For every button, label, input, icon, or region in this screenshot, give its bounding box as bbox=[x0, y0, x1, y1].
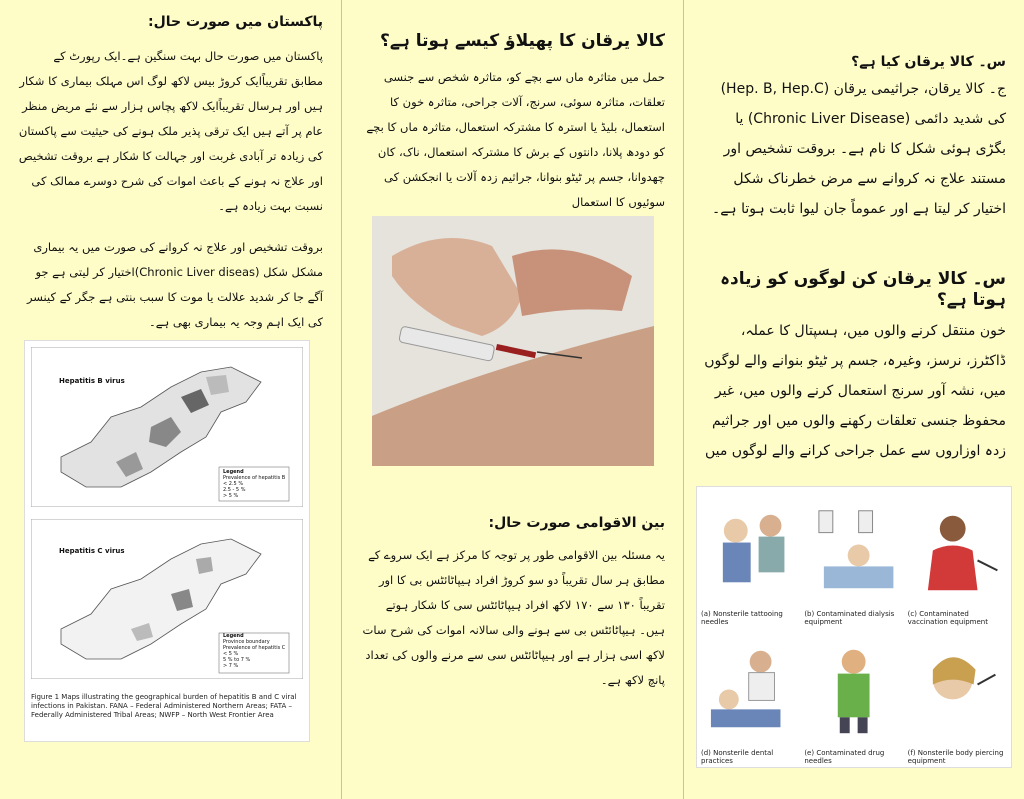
dialysis-icon bbox=[804, 491, 903, 610]
illus-caption: (a) Nonsterile tattooing needles bbox=[701, 610, 783, 626]
piercing-icon bbox=[908, 630, 1007, 749]
hepatitis-maps-figure bbox=[24, 340, 310, 742]
illus-dialysis bbox=[804, 491, 903, 626]
map-b-legend-title: Legend bbox=[223, 469, 244, 475]
map-c-legend-item: < 5 % bbox=[223, 651, 239, 657]
map-b-legend-item: 2.5 - 5 % bbox=[223, 487, 246, 493]
international-text: یہ مسئلہ بین الاقوامی طور پر توجہ کا مرکز ہے ایک سروے کے مطابق ہر سال تقریباً دو سو کروڑ افراد ہیپاٹائٹس بی کا اور تقریباً ۱۳۰ سے ۱۷۰ لاکھ افراد ہیپاٹائٹس سی کا شکار ہوتے ہیں۔ ہیپاٹائٹس بی سے ہونے والی سالانہ اموات کی شرح سات لاکھ اسی ہزار ہے اور ہیپاٹائٹس سی سے مرنے والوں کی تعداد پانچ لاکھ ہے۔ bbox=[362, 548, 665, 687]
map-b-legend-item: > 5 % bbox=[223, 493, 239, 499]
illus-drug-needles bbox=[804, 630, 903, 765]
map-b-legend bbox=[223, 469, 285, 499]
transmission-illustrations bbox=[696, 486, 1012, 768]
a1-text: ج۔ کالا یرقان، جراثیمی یرقان (Hep. B, Hep.C) کی شدید دائمی (Chronic Liver Disease) یا بگڑی ہوئی شکل کا نام ہے۔ بروقت تشخیص اور مستند علاج نہ کروانے سے مرض خطرناک شکل اختیار کر لیتا ہے اور عموماً جان لیوا ثابت ہوتا ہے۔ bbox=[712, 81, 1006, 217]
illus-tattooing bbox=[701, 491, 800, 626]
dental-icon bbox=[701, 630, 800, 749]
tattoo-icon bbox=[701, 491, 800, 610]
illus-piercing bbox=[908, 630, 1007, 765]
pakistan-situation-heading: پاکستان میں صورت حال: bbox=[148, 14, 323, 30]
map-b-title: Hepatitis B virus bbox=[59, 377, 125, 385]
chronic-disease-text: بروقت تشخیص اور علاج نہ کروانے کی صورت میں یہ بیماری مشکل شکل (Chronic Liver diseas)اختیار کر لیتی ہے جو آگے جا کر شدید علالت یا موت کا سبب بنتی ہے جگر کے کینسر کی ایک اہم وجہ یہ بیماری بھی ہے۔ bbox=[26, 240, 323, 329]
international-heading: بین الاقوامی صورت حال: bbox=[488, 515, 665, 531]
map-b-legend-item: Prevalence of hepatitis B bbox=[223, 475, 286, 481]
q2-heading: س۔ کالا یرقان کن لوگوں کو زیادہ ہوتا ہے؟ bbox=[720, 269, 1006, 310]
illus-dental bbox=[701, 630, 800, 765]
map-c-legend-title: Legend bbox=[223, 633, 244, 639]
spread-text: حمل میں متاثرہ ماں سے بچے کو، متاثرہ شخص سے جنسی تعلقات، متاثرہ سوئی، سرنج، آلات جراحی، متاثرہ خون کا استعمال، بلیڈ یا استرہ کا مشترکہ استعمال، متاثرہ ماں کا بچے کو دودھ پلانا، دانتوں کے برش کا مشترکہ استعمال، ناک، کان چھدوانا، جسم پر ٹیٹو بنوانا، جراثیم زدہ آلات یا انجکشن کی سوئیوں کا استعمال bbox=[366, 70, 665, 209]
vaccination-icon bbox=[908, 491, 1007, 610]
map-c-legend bbox=[223, 633, 285, 669]
illus-caption: (b) Contaminated dialysis equipment bbox=[804, 610, 895, 626]
q1-heading: س۔ کالا یرقان کیا ہے؟ bbox=[851, 54, 1006, 70]
map-c-legend-item: Prevalence of hepatitis C bbox=[223, 645, 286, 651]
illus-caption: (f) Nonsterile body piercing equipment bbox=[907, 749, 1004, 765]
maps-caption: Figure 1 Maps illustrating the geographical burden of hepatitis B and C viral infections in Pakistan. FANA – Federal Administered Northern Areas; FATA – Federally Administered Tribal Areas; NWFP – North West Frontier Area bbox=[31, 693, 297, 719]
map-c-title: Hepatitis C virus bbox=[59, 547, 125, 555]
illus-vaccination bbox=[908, 491, 1007, 626]
illus-caption: (c) Contaminated vaccination equipment bbox=[907, 610, 988, 626]
drug-needle-icon bbox=[804, 630, 903, 749]
injection-photo bbox=[372, 216, 654, 466]
illus-caption: (e) Contaminated drug needles bbox=[804, 749, 885, 765]
map-c-legend-item: 5 % to 7 % bbox=[223, 657, 251, 663]
spread-heading: کالا یرقان کا پھیلاؤ کیسے ہوتا ہے؟ bbox=[380, 31, 665, 51]
injection-illustration bbox=[372, 216, 654, 466]
pakistan-situation-text: پاکستان میں صورت حال بہت سنگین ہے۔ایک رپورٹ کے مطابق تقریباًایک کروڑ بیس لاکھ لوگ اس مہلک بیماری کا شکار ہیں اور ہرسال تقریباًایک لاکھ پچاس ہزار سے نئے مریض منظر عام پر آتے ہیں ایک ترقی پذیر ملک ہونے کی حیثیت سے پاکستان کی زیادہ تر آبادی غربت اور جہالت کا شکار ہے بروقت تشخیص اور علاج نہ ہونے کے باعث اموات کی شرح دوسرے ممالک کی نسبت بہت زیادہ ہے۔ bbox=[18, 49, 323, 213]
map-c-legend-item: > 7 % bbox=[223, 663, 239, 669]
map-c-legend-item: Province boundary bbox=[223, 639, 270, 645]
a2-text: خون منتقل کرنے والوں میں، ہسپتال کا عملہ، ڈاکٹرز، نرسز، وغیرہ، جسم پر ٹیٹو بنوانے والے لوگوں میں، نشہ آور سرنج استعمال کرنے والوں میں، غیر محفوظ جنسی تعلقات رکھنے والوں میں اور جراثیم زدہ اوزاروں سے عمل جراحی کرانے والے لوگوں میں bbox=[704, 323, 1006, 459]
illus-caption: (d) Nonsterile dental practices bbox=[701, 749, 774, 765]
map-b-legend-item: < 2.5 % bbox=[223, 481, 244, 487]
